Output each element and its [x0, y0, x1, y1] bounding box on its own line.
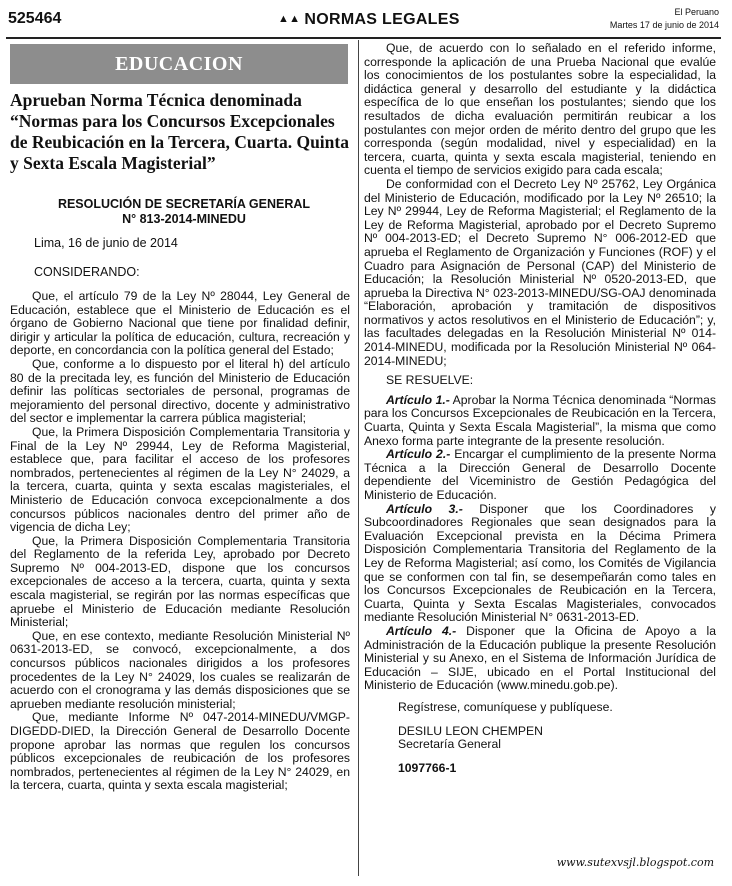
- paragraph: Que, en ese contexto, mediante Resolución Ministerial Nº 0631-2013-ED, se convocó, excepcionalmente, a dos concursos públicos nacionales dirigidos a los profesores procedentes de la Ley N° 24029, los cuales se realizarán de acuerdo con el cronograma y las demás disposiciones que se aprueben mediante resolución ministerial;: [10, 628, 350, 711]
- article-2: [364, 448, 716, 502]
- publication-name: NORMAS LEGALES: [304, 11, 460, 28]
- considerando-heading: CONSIDERANDO:: [34, 265, 140, 279]
- right-column: [364, 42, 716, 775]
- se-resuelve-heading: SE RESUELVE:: [386, 373, 474, 388]
- issue-date: Martes 17 de junio de 2014: [609, 20, 719, 30]
- paragraph: Que, el artículo 79 de la Ley Nº 28044, Ley General de Educación, establece que el Ministerio de Educación es el órgano de Gobierno Nacional que tiene por finalidad definir, dirigir y articular la política de educación, cultura, recreación y deporte, en concordancia con la política general del Estado;: [10, 289, 350, 358]
- place-date: Lima, 16 de junio de 2014: [34, 236, 178, 250]
- paragraph: Que, la Primera Disposición Complementaria Transitoria y Final de la Ley Nº 29944, Ley de Reforma Magisterial, establece que, para facilitar el acceso de los profesores nombrados, pertenecientes al régimen de la Ley N° 24029, a la tercera, cuarta, quinta y sexta escalas magisteriales, el Ministerio de Educación convoca excepcionalmente a dos concursos públicos nacionales dentro del primer año de vigencia de dicha Ley;: [10, 424, 350, 535]
- paragraph: Que, de acuerdo con lo señalado en el referido informe, corresponde la aplicación de una Prueba Nacional que evalúe los conocimientos de los postulantes sobre la especialidad, la didáctica general y desarrollo del estudiante y la didáctica específica de lo que enseñan los postulantes; siendo que los resultados de dicha evaluación permitirán reubicar a los postulantes con mejor orden de mérito dentro del grupo que les corresponda (según modalidad, nivel y especialidad) en la tercera, cuarta, quinta y sexta escala magisterial, teniendo en cuenta el tiempo de servicios exigido para cada escala;: [364, 41, 716, 178]
- article-4-label: Artículo 4.-: [386, 623, 457, 638]
- page-number: 525464: [8, 10, 62, 27]
- resolution-heading: [28, 197, 340, 227]
- left-column: [10, 290, 350, 793]
- crest-icon: ▲▲: [278, 13, 301, 25]
- paragraph: Que, mediante Informe Nº 047-2014-MINEDU/VMGP-DIGEDD-DIED, la Dirección General de Desarrollo Docente propone aprobar las normas que regulen los concursos públicos excepcionales de reubicación de los profesores nombrados, pertenecientes al régimen de la Ley N° 24029, en la tercera, cuarta, quinta y sexta escala magisterial;: [10, 710, 350, 793]
- article-2-label: Artículo 2.-: [386, 447, 451, 462]
- paragraph: Que, la Primera Disposición Complementaria Transitoria del Reglamento de la referida Ley, aprobado por Decreto Supremo Nº 004-2013-ED, dispone que los concursos excepcionales de acceso a la tercera, cuarta, quinta y sexta escala magisterial, se regirán por las normas específicas que apruebe el Ministerio de Educación mediante Resolución Ministerial;: [10, 533, 350, 630]
- resolution-line-1: RESOLUCIÓN DE SECRETARÍA GENERAL: [57, 197, 311, 211]
- watermark-url: www.sutexvsjl.blogspot.com: [556, 856, 714, 869]
- signatory-role: Secretaría General: [398, 737, 501, 752]
- article-4: [364, 625, 716, 693]
- article-1: [364, 394, 716, 448]
- article-1-text: Aprobar la Norma Técnica denominada “Normas para los Concursos Excepcionales de Reubicación en la Tercera, Cuarta, Quinta y Sexta Escala Magisterial”, la misma que como Anexo forma parte integrante de la presente resolución.: [364, 392, 716, 448]
- document-code: 1097766-1: [398, 760, 457, 775]
- signatory-name: DESILU LEON CHEMPEN: [398, 723, 543, 738]
- resolution-line-2: N° 813-2014-MINEDU: [122, 212, 246, 226]
- article-2-text: Encargar el cumplimiento de la presente Norma Técnica a la Dirección General de Desarrollo Docente dependiente del Viceministro de Gestión Pedagógica del Ministerio de Educación.: [364, 447, 716, 502]
- article-3-text: Disponer que los Coordinadores y Subcoordinadores Regionales que sean designados para la Evaluación Excepcional prevista en la Décima Primera Disposición Complementaria Transitoria del Reglamento de la Ley de Reforma Magisterial; así como, los Comités de Vigilancia que se conformen con tal fin, se desempeñarán como tales en los Concursos Excepcionales de Reubicación en la Tercera, Cuarta, Quinta y Sexta Escalas Magisteriales, convocados mediante Resolución Ministerial N° 0631-2013-ED.: [364, 501, 716, 625]
- publication-title: [278, 11, 460, 29]
- paragraph: De conformidad con el Decreto Ley Nº 25762, Ley Orgánica del Ministerio de Educación, modificado por la Ley Nº 26510; la Ley Nº 29944, Ley de Reforma Magisterial; el Reglamento de la Ley de Reforma Magisterial, aprobado por el Decreto Supremo Nº 004-2013-ED; el Decreto Supremo N° 006-2012-ED que aprueba el Reglamento de Organización y Funciones (ROF) y el Cuadro para Asignación de Personal (CAP) del Ministerio de Educación; la Resolución Ministerial Nº 0520-2013-ED, que aprueba la Directiva N° 023-2013-MINEDU/SG-OAJ denominada “Elaboración, aprobación y tramitación de dispositivos normativos y actos resolutivos en el Ministerio de Educación”; y, las facultades delegadas en la Resolución Ministerial Nº 014-2014-MINEDU, modificada por la Resolución Ministerial Nº 064-2014-MINEDU;: [364, 176, 716, 368]
- article-title: Aprueban Norma Técnica denominada “Normas para los Concursos Excepcionales de Reubicación en la Tercera, Cuarta. Quinta y Sexta Escala Magisterial”: [10, 90, 349, 173]
- page-header: [6, 6, 721, 36]
- column-divider: [358, 40, 359, 876]
- article-3-label: Artículo 3.-: [386, 501, 463, 516]
- article-3: [364, 503, 716, 625]
- paragraph: Que, conforme a lo dispuesto por el literal h) del artículo 80 de la precitada ley, es función del Ministerio de Educación definir las políticas sectoriales de personal, programas de mejoramiento del personal directivo, docente y administrativo del sector e implementar la carrera pública magisterial;: [10, 356, 350, 426]
- article-1-label: Artículo 1.-: [386, 392, 450, 407]
- header-rule: [6, 37, 721, 39]
- section-banner: EDUCACION: [10, 44, 348, 84]
- article-4-text: Disponer que la Oficina de Apoyo a la Administración de la Educación publique la presente Resolución Ministerial y su Anexo, en el Sistema de Información Jurídica de Educación – SIJE, ubicado en el Portal Institucional del Ministerio de Educación (www.minedu.gob.pe).: [364, 623, 716, 693]
- closing-formula: Regístrese, comuníquese y publíquese.: [398, 699, 613, 714]
- newspaper-name: El Peruano: [674, 7, 719, 17]
